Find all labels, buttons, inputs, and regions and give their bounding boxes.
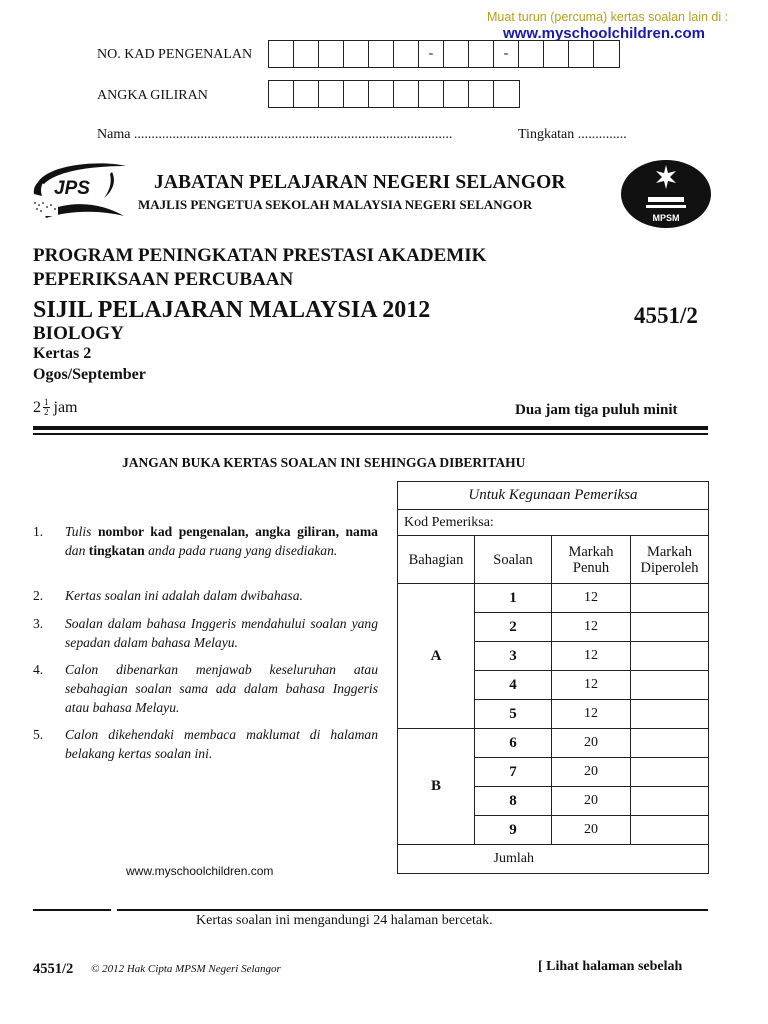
- download-note: Muat turun (percuma) kertas soalan lain di :: [487, 10, 729, 24]
- footer-link[interactable]: www.myschoolchildren.com: [126, 864, 274, 878]
- ic-box[interactable]: [344, 41, 369, 67]
- index-label: ANGKA GILIRAN: [97, 88, 208, 103]
- col-full-marks: Markah Penuh: [552, 536, 631, 584]
- divider: [33, 909, 111, 911]
- ic-box[interactable]: [544, 41, 569, 67]
- marks-obtained-cell[interactable]: [631, 700, 709, 729]
- ic-boxes[interactable]: [268, 40, 620, 68]
- divider: [117, 909, 708, 911]
- ic-box[interactable]: [569, 41, 594, 67]
- marks-obtained-cell[interactable]: [631, 729, 709, 758]
- mpsm-logo-text: MPSM: [652, 213, 680, 223]
- full-marks: 12: [552, 584, 631, 613]
- duration: [33, 398, 78, 417]
- question-number: 3: [475, 642, 552, 671]
- ic-box[interactable]: [269, 41, 294, 67]
- paper-number: Kertas 2: [33, 345, 92, 362]
- full-marks: 20: [552, 787, 631, 816]
- index-boxes[interactable]: [268, 80, 520, 108]
- instruction-item: 2. Kertas soalan ini adalah dalam dwibahasa.: [33, 588, 303, 603]
- download-link[interactable]: www.myschoolchildren.com: [503, 25, 705, 42]
- ic-dash: -: [419, 41, 444, 67]
- marks-obtained-cell[interactable]: [631, 816, 709, 845]
- question-number: 8: [475, 787, 552, 816]
- question-number: 5: [475, 700, 552, 729]
- examiner-table-title: Untuk Kegunaan Pemeriksa: [398, 482, 709, 510]
- full-marks: 12: [552, 642, 631, 671]
- index-box[interactable]: [394, 81, 419, 107]
- footer-paper-code: 4551/2: [33, 961, 74, 977]
- ic-box[interactable]: [519, 41, 544, 67]
- ic-box[interactable]: [294, 41, 319, 67]
- duration-unit: jam: [53, 398, 78, 416]
- marks-obtained-cell[interactable]: [631, 613, 709, 642]
- index-box[interactable]: [494, 81, 519, 107]
- marks-obtained-cell[interactable]: [631, 758, 709, 787]
- name-field[interactable]: Nama ...........................................................................................: [97, 127, 453, 142]
- full-marks: 12: [552, 671, 631, 700]
- trial-title: PEPERIKSAAN PERCUBAAN: [33, 269, 294, 290]
- instruction-item: 5. Calon dikehendaki membaca maklumat di halaman belakang kertas soalan ini.: [33, 727, 378, 761]
- examiner-table: [397, 481, 709, 874]
- col-section: Bahagian: [398, 536, 475, 584]
- examiner-code-field[interactable]: Kod Pemeriksa:: [398, 510, 709, 536]
- ic-box[interactable]: [469, 41, 494, 67]
- divider: [33, 426, 708, 430]
- index-box[interactable]: [269, 81, 294, 107]
- exam-month: Ogos/September: [33, 366, 146, 383]
- question-number: 6: [475, 729, 552, 758]
- council-title: MAJLIS PENGETUA SEKOLAH MALAYSIA NEGERI SELANGOR: [138, 197, 533, 212]
- copyright-text: © 2012 Hak Cipta MPSM Negeri Selangor: [91, 963, 281, 975]
- jps-logo: [30, 160, 130, 222]
- full-marks: 20: [552, 758, 631, 787]
- duration-fraction: $\frac{1}{2}$: [44, 397, 49, 417]
- full-marks: 12: [552, 700, 631, 729]
- instruction-item: 4. Calon dibenarkan menjawab keseluruhan atau sebahagian soalan sama ada dalam bahasa Inggeris atau bahasa Melayu.: [33, 662, 378, 715]
- next-page-note: [ Lihat halaman sebelah: [538, 959, 683, 974]
- instruction-item: 1. Tulis nombor kad pengenalan, angka giliran, nama dan tingkatan anda pada ruang yang disediakan.: [33, 524, 378, 558]
- total-label: Jumlah: [493, 851, 534, 866]
- ic-box[interactable]: [369, 41, 394, 67]
- warning-text: JANGAN BUKA KERTAS SOALAN INI SEHINGGA DIBERITAHU: [122, 455, 526, 470]
- index-box[interactable]: [419, 81, 444, 107]
- jps-logo-text: JPS: [54, 178, 90, 199]
- question-number: 4: [475, 671, 552, 700]
- page-count-note: Kertas soalan ini mengandungi 24 halaman bercetak.: [196, 913, 493, 928]
- question-number: 7: [475, 758, 552, 787]
- form-field[interactable]: Tingkatan ..............: [518, 127, 627, 142]
- ic-box[interactable]: [319, 41, 344, 67]
- question-number: 1: [475, 584, 552, 613]
- section-a: A: [398, 584, 475, 729]
- ic-box[interactable]: [394, 41, 419, 67]
- section-b: B: [398, 729, 475, 845]
- index-box[interactable]: [444, 81, 469, 107]
- instruction-item: 3. Soalan dalam bahasa Inggeris mendahului soalan yang sepadan dalam bahasa Melayu.: [33, 616, 378, 650]
- question-number: 2: [475, 613, 552, 642]
- divider: [33, 433, 708, 435]
- program-title: PROGRAM PENINGKATAN PRESTASI AKADEMIK: [33, 245, 487, 266]
- subject-title: BIOLOGY: [33, 323, 124, 344]
- full-marks: 12: [552, 613, 631, 642]
- paper-code: 4551/2: [634, 303, 698, 328]
- certificate-title: SIJIL PELAJARAN MALAYSIA 2012: [33, 297, 431, 323]
- ic-box[interactable]: [444, 41, 469, 67]
- question-number: 9: [475, 816, 552, 845]
- index-box[interactable]: [369, 81, 394, 107]
- index-box[interactable]: [344, 81, 369, 107]
- total-row[interactable]: [493, 845, 709, 874]
- full-marks: 20: [552, 729, 631, 758]
- duration-words: Dua jam tiga puluh minit: [515, 402, 678, 418]
- marks-obtained-cell[interactable]: [631, 584, 709, 613]
- marks-obtained-cell[interactable]: [631, 787, 709, 816]
- col-question: Soalan: [475, 536, 552, 584]
- ic-dash: -: [494, 41, 519, 67]
- full-marks: 20: [552, 816, 631, 845]
- ic-label: NO. KAD PENGENALAN: [97, 47, 253, 62]
- ic-box[interactable]: [594, 41, 619, 67]
- duration-whole: 2: [33, 398, 41, 416]
- index-box[interactable]: [294, 81, 319, 107]
- marks-obtained-cell[interactable]: [631, 642, 709, 671]
- index-box[interactable]: [469, 81, 494, 107]
- marks-obtained-cell[interactable]: [631, 671, 709, 700]
- col-marks-obtained: Markah Diperoleh: [631, 536, 709, 584]
- department-title: JABATAN PELAJARAN NEGERI SELANGOR: [154, 172, 566, 193]
- mpsm-logo: [620, 159, 712, 229]
- index-box[interactable]: [319, 81, 344, 107]
